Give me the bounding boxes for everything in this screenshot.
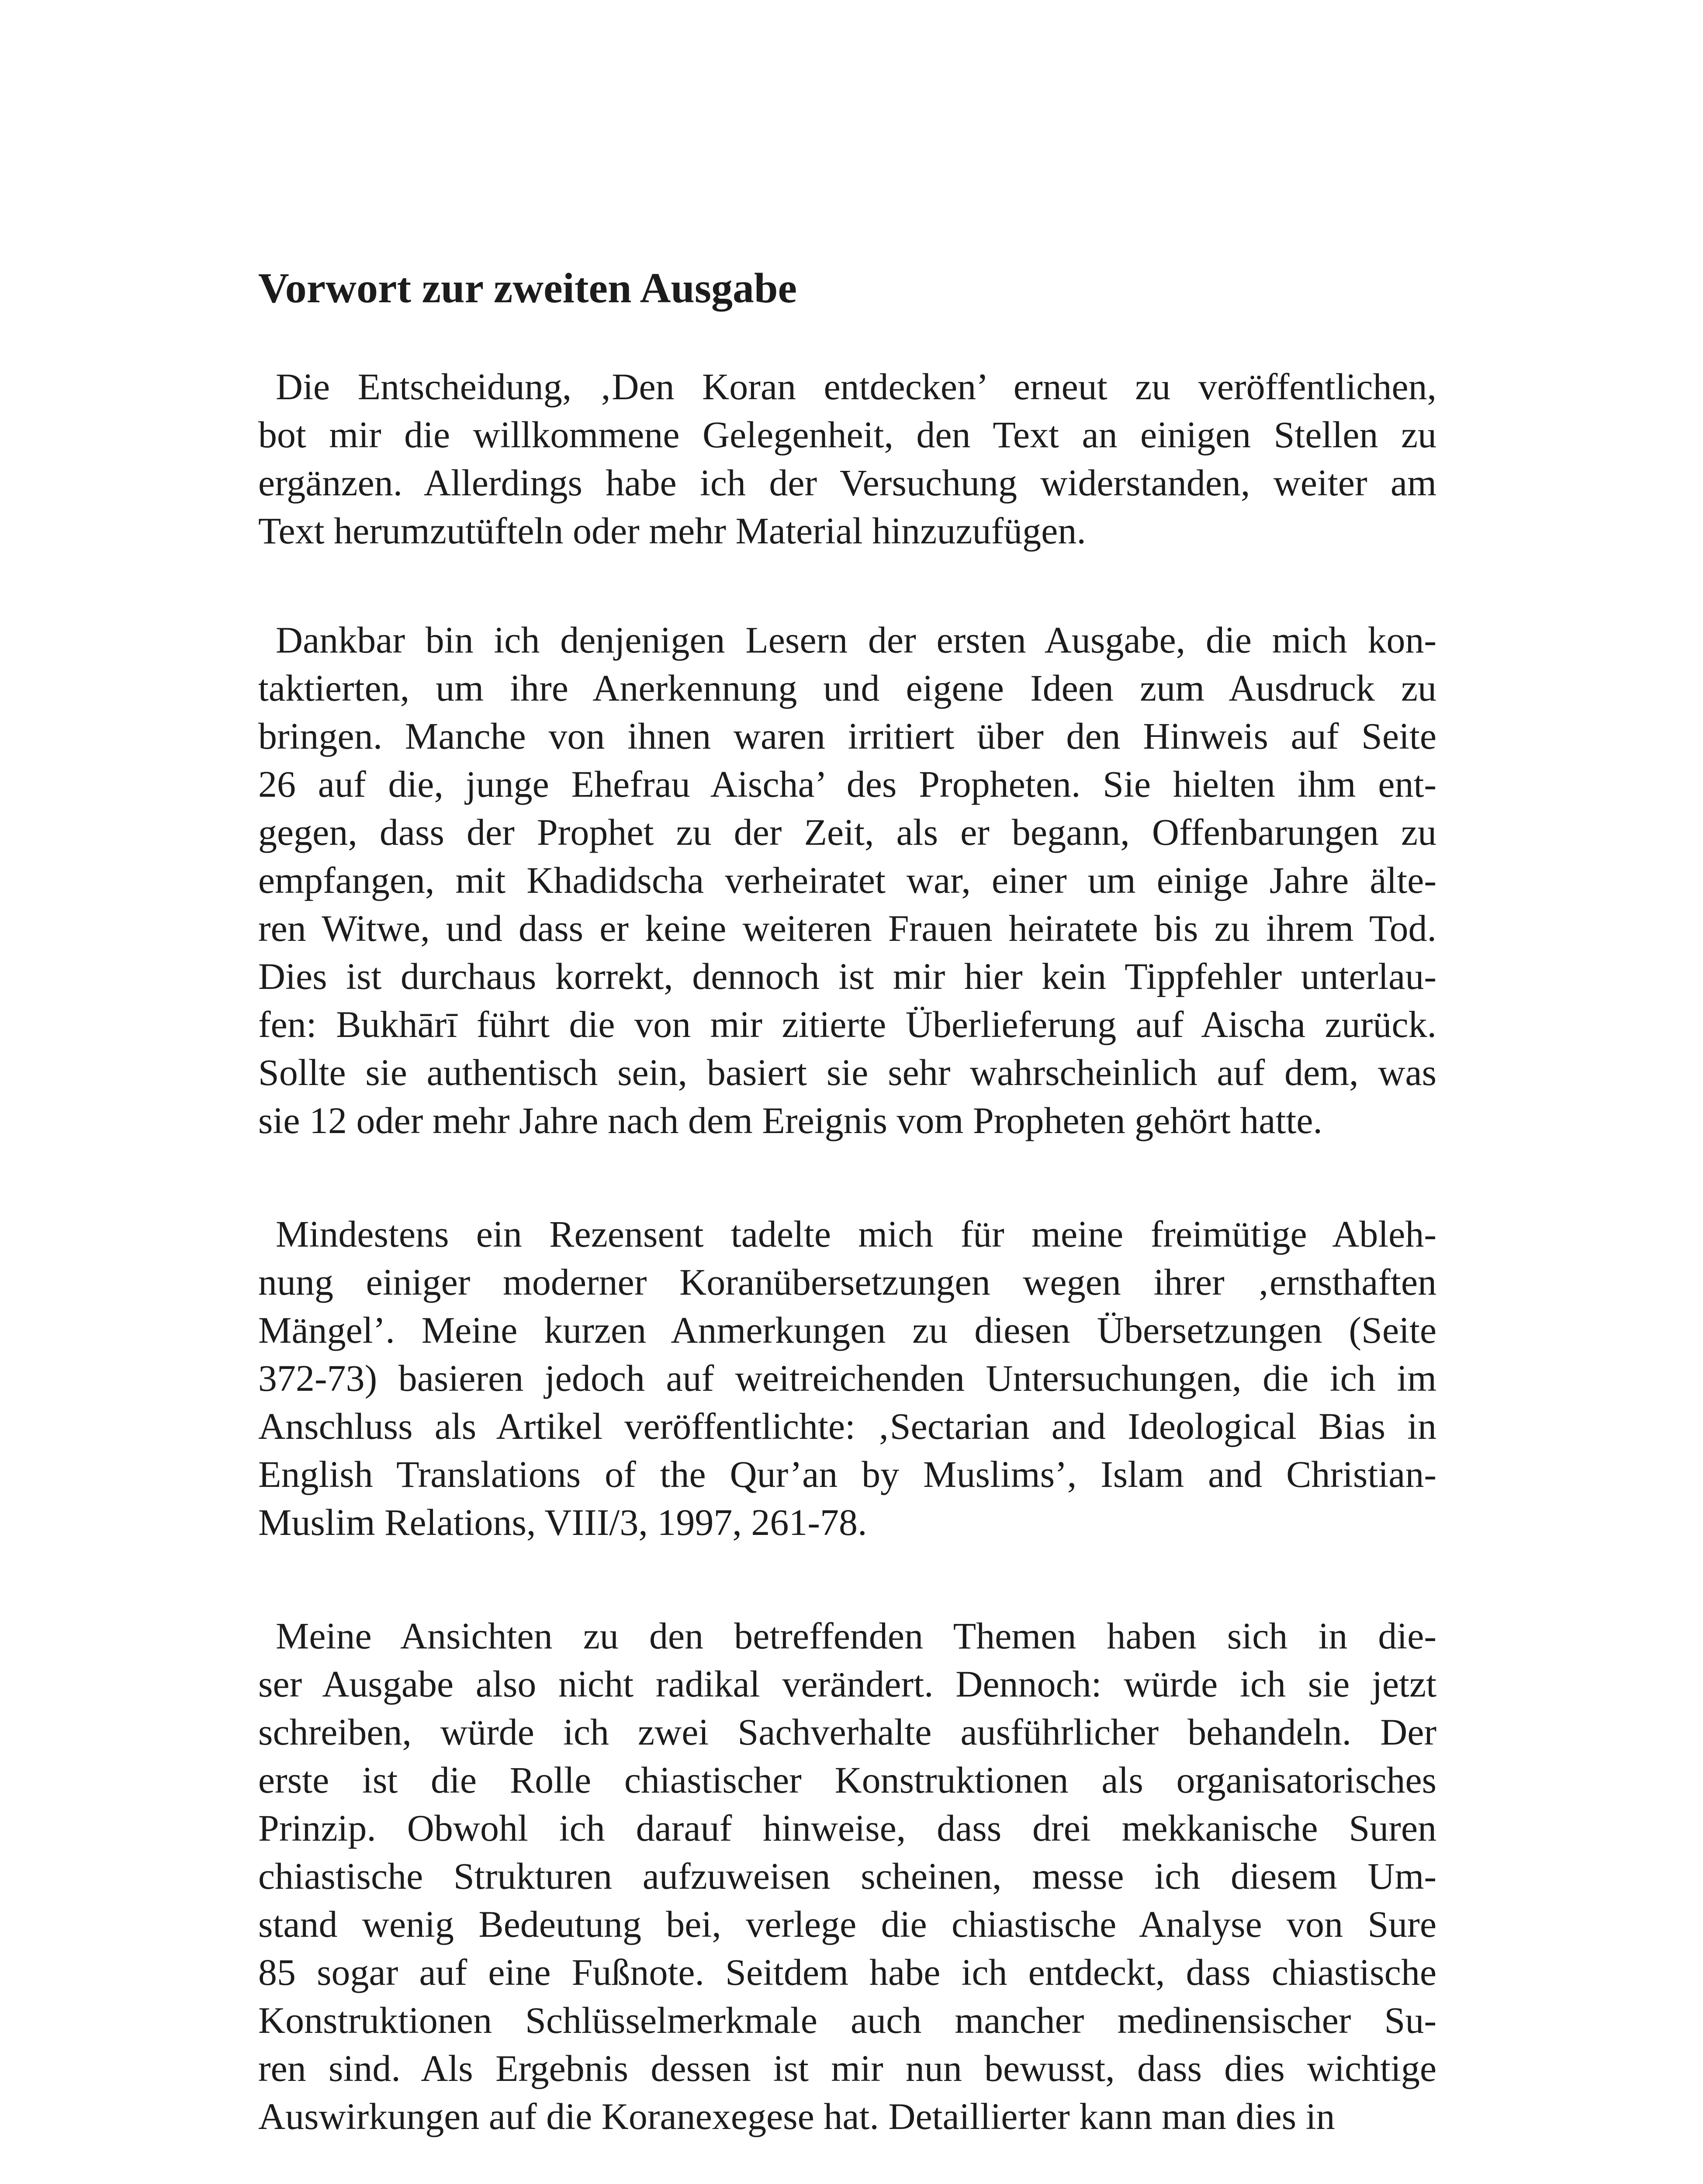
text-line: Dankbar bin ich denjenigen Lesern der ersten Ausgabe, die mich kon-: [276, 619, 1436, 661]
text-line: 372-73) basieren jedoch auf weitreichenden Untersuchungen, die ich im: [258, 1357, 1436, 1399]
text-line: Die Entscheidung, ‚Den Koran entdecken’ erneut zu veröffentlichen,: [276, 366, 1436, 408]
text-line: chiastische Strukturen aufzuweisen scheinen, messe ich diesem Um-: [258, 1855, 1436, 1897]
text-line: ergänzen. Allerdings habe ich der Versuchung widerstanden, weiter am: [258, 462, 1436, 504]
text-line: bringen. Manche von ihnen waren irritiert über den Hinweis auf Seite: [258, 715, 1436, 757]
text-line: schreiben, würde ich zwei Sachverhalte ausführlicher behandeln. Der: [258, 1711, 1436, 1753]
text-line: Text herumzutüfteln oder mehr Material hinzuzufügen.: [258, 510, 1086, 552]
text-line: Anschluss als Artikel veröffentlichte: ‚Sectarian and Ideological Bias in: [258, 1405, 1436, 1447]
text-line: fen: Bukhārī führt die von mir zitierte Überlieferung auf Aischa zurück.: [258, 1003, 1436, 1045]
text-line: Mängel’. Meine kurzen Anmerkungen zu diesen Übersetzungen (Seite: [258, 1309, 1436, 1351]
text-line: Dies ist durchaus korrekt, dennoch ist mir hier kein Tippfehler unterlau-: [258, 955, 1436, 997]
text-line: Sollte sie authentisch sein, basiert sie sehr wahrscheinlich auf dem, was: [258, 1051, 1436, 1093]
text-line: Prinzip. Obwohl ich darauf hinweise, dass drei mekkanische Suren: [258, 1807, 1436, 1849]
text-line: Auswirkungen auf die Koranexegese hat. Detaillierter kann man dies in: [258, 2095, 1335, 2137]
text-line: gegen, dass der Prophet zu der Zeit, als er begann, Offenbarungen zu: [258, 811, 1436, 853]
paragraph-2: [258, 616, 1436, 1144]
paragraph-4: [258, 1612, 1436, 2140]
text-line: nung einiger moderner Koranübersetzungen wegen ihrer ‚ernsthaften: [258, 1261, 1436, 1303]
paragraph-3: [258, 1210, 1436, 1546]
text-line: Muslim Relations, VIII/3, 1997, 261-78.: [258, 1501, 867, 1543]
text-line: bot mir die willkommene Gelegenheit, den Text an einigen Stellen zu: [258, 414, 1436, 456]
page-number: [0, 2182, 1703, 2184]
page-heading: Vorwort zur zweiten Ausgabe: [258, 265, 797, 312]
text-line: English Translations of the Qur’an by Muslims’, Islam and Christian-: [258, 1453, 1436, 1495]
text-line: taktierten, um ihre Anerkennung und eigene Ideen zum Ausdruck zu: [258, 667, 1436, 709]
text-line: Meine Ansichten zu den betreffenden Themen haben sich in die-: [276, 1615, 1436, 1657]
text-line: empfangen, mit Khadidscha verheiratet war, einer um einige Jahre älte-: [258, 859, 1436, 901]
text-line: stand wenig Bedeutung bei, verlege die chiastische Analyse von Sure: [258, 1903, 1436, 1945]
text-line: ren sind. Als Ergebnis dessen ist mir nun bewusst, dass dies wichtige: [258, 2047, 1436, 2089]
text-line: erste ist die Rolle chiastischer Konstruktionen als organisatorisches: [258, 1759, 1436, 1801]
text-line: ren Witwe, und dass er keine weiteren Frauen heiratete bis zu ihrem Tod.: [258, 907, 1436, 949]
text-line: 85 sogar auf eine Fußnote. Seitdem habe ich entdeckt, dass chiastische: [258, 1951, 1436, 1993]
paragraph-1: [258, 363, 1436, 555]
text-line: ser Ausgabe also nicht radikal verändert. Dennoch: würde ich sie jetzt: [258, 1663, 1436, 1705]
text-line: Konstruktionen Schlüsselmerkmale auch mancher medinensischer Su-: [258, 1999, 1436, 2041]
text-line: Mindestens ein Rezensent tadelte mich für meine freimütige Ableh-: [276, 1213, 1436, 1255]
text-line: 26 auf die, junge Ehefrau Aischa’ des Propheten. Sie hielten ihm ent-: [258, 763, 1436, 805]
text-line: sie 12 oder mehr Jahre nach dem Ereignis vom Propheten gehört hatte.: [258, 1099, 1322, 1141]
